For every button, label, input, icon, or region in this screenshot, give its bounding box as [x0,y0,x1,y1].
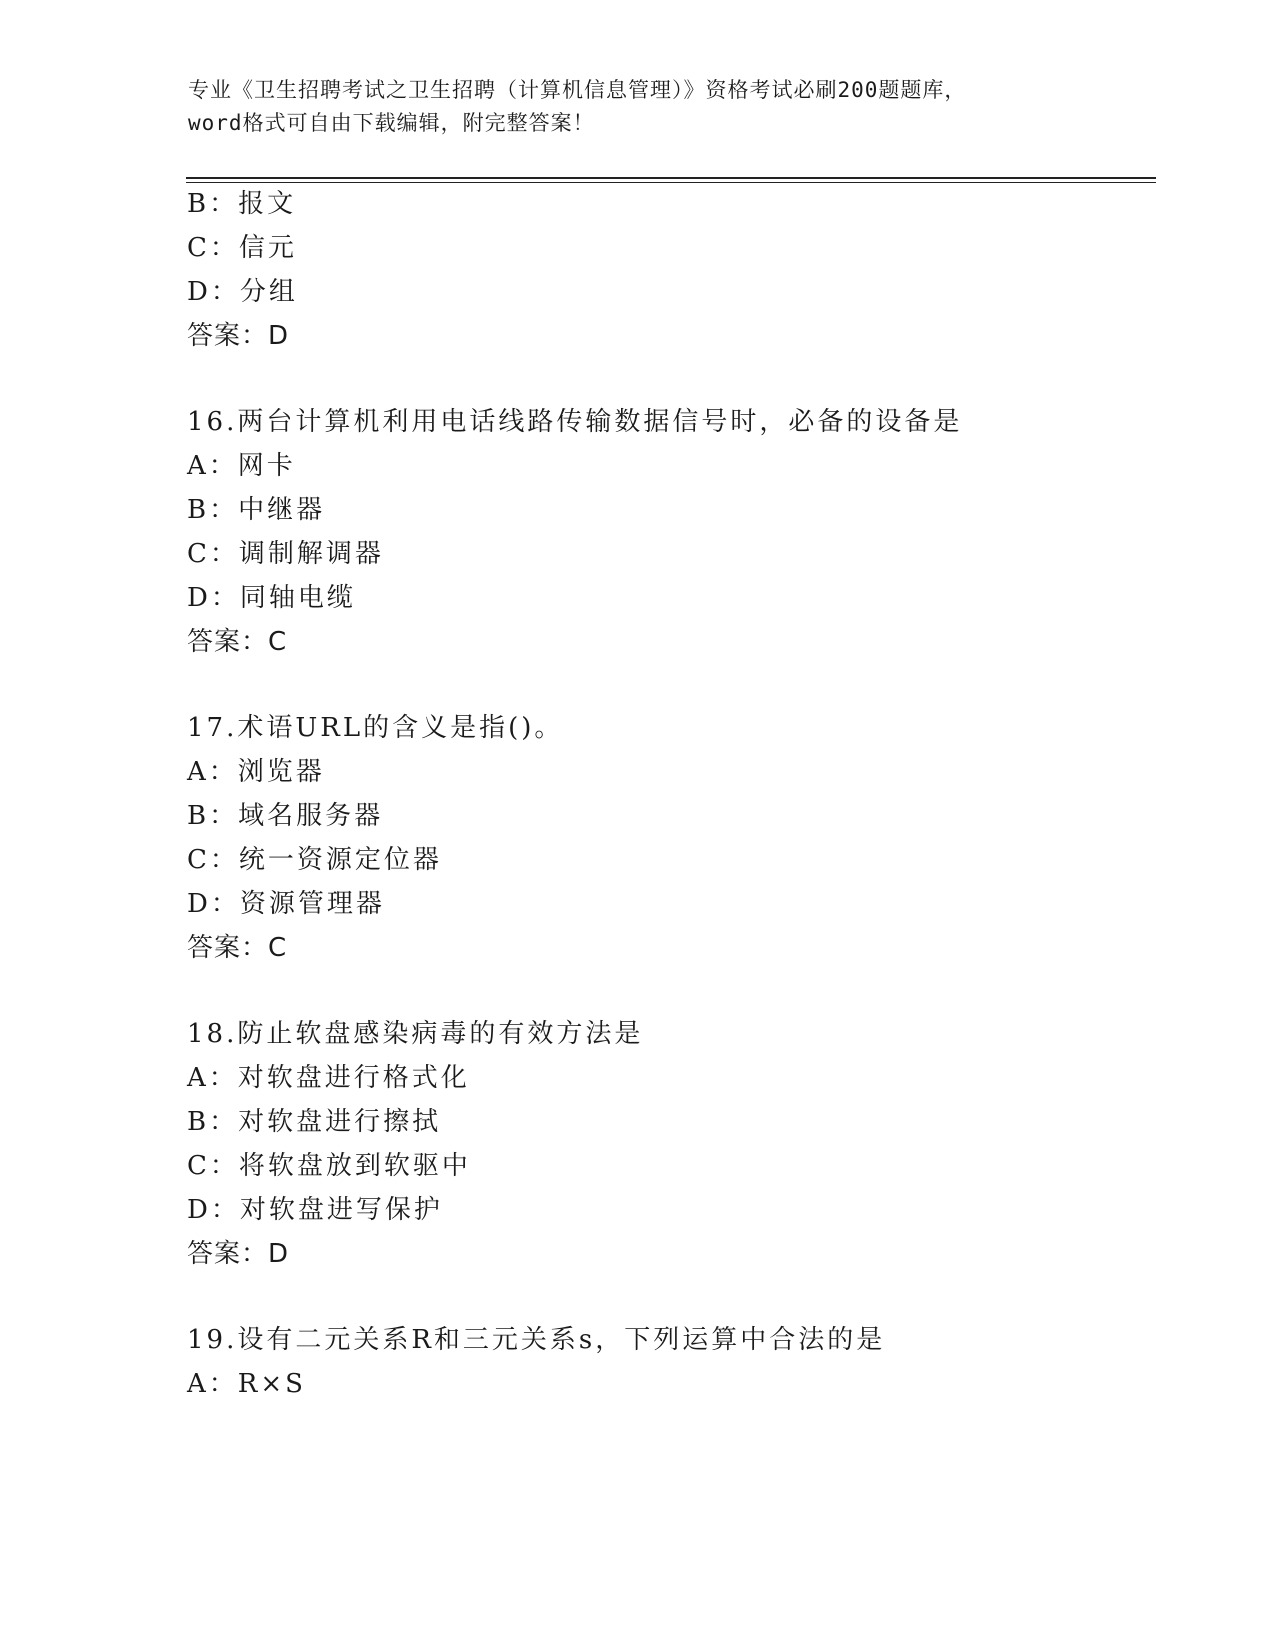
q16-answer: 答案：C [187,627,288,657]
q16-question: 16.两台计算机利用电话线路传输数据信号时，必备的设备是 [187,407,963,437]
q18-question: 18.防止软盘感染病毒的有效方法是 [187,1019,644,1049]
q17-question: 17.术语URL的含义是指()。 [187,713,564,743]
q17-option-a: A：浏览器 [187,757,325,787]
header-line-2: word格式可自由下载编辑，附完整答案！ [188,111,595,135]
q19-question: 19.设有二元关系R和三元关系s，下列运算中合法的是 [187,1325,886,1355]
header-line-1: 专业《卫生招聘考试之卫生招聘（计算机信息管理）》资格考试必刷200题题库， [188,78,967,102]
q15-option-b: B：报文 [187,189,297,219]
q18-option-d: D：对软盘进写保护 [187,1195,443,1225]
q19-option-a: A：R×S [187,1369,306,1399]
header-divider-thick [186,177,1156,179]
q17-answer: 答案：C [187,933,288,963]
q16-option-d: D：同轴电缆 [187,583,356,613]
q18-option-a: A：对软盘进行格式化 [187,1063,470,1093]
q15-option-c: C：信元 [187,233,297,263]
q16-option-c: C：调制解调器 [187,539,384,569]
q18-option-b: B：对软盘进行擦拭 [187,1107,442,1137]
q17-option-b: B：域名服务器 [187,801,384,831]
q18-option-c: C：将软盘放到软驱中 [187,1151,471,1181]
document-header [188,74,1088,140]
q16-option-b: B：中继器 [187,495,326,525]
q17-option-c: C：统一资源定位器 [187,845,442,875]
q17-option-d: D：资源管理器 [187,889,385,919]
q15-option-d: D：分组 [187,277,298,307]
header-divider-thin [186,182,1156,183]
q15-answer: 答案：D [187,321,290,351]
q16-option-a: A：网卡 [187,451,296,481]
q18-answer: 答案：D [187,1239,290,1269]
